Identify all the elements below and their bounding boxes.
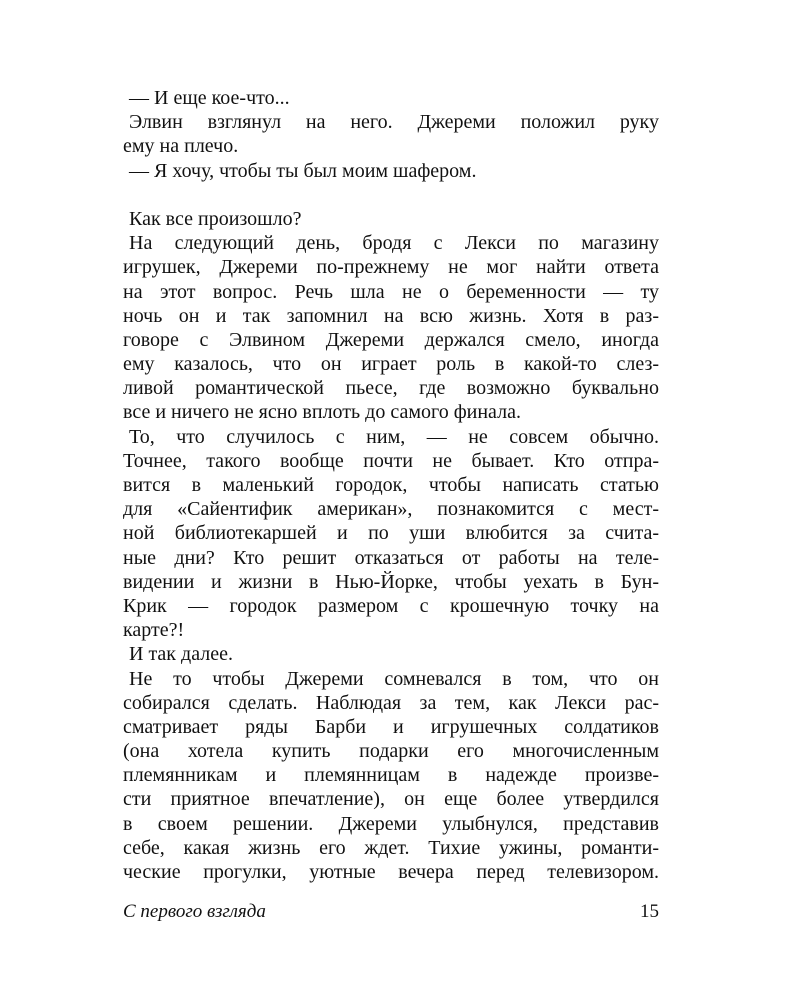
text-line: ему на плечо. — [123, 135, 239, 158]
text-line: Точнее, такого вообще почти не бывает. Кто отпра- — [123, 449, 659, 472]
text-line: игрушек, Джереми по-прежнему не мог найти ответа — [123, 256, 659, 279]
text-line: Не то чтобы Джереми сомневался в том, что он — [129, 667, 659, 690]
text-line: — Я хочу, чтобы ты был моим шафером. — [129, 159, 477, 182]
page-number: 15 — [640, 901, 659, 922]
running-title: С первого взгляда — [123, 901, 266, 922]
text-line: говоре с Элвином Джереми держался смело, иногда — [123, 328, 659, 351]
text-line: ческие прогулки, уютные вечера перед телевизором. — [123, 861, 659, 883]
text-line: ные дни? Кто решит отказаться от работы на теле- — [123, 546, 659, 569]
text-line: (она хотела купить подарки его многочисленным — [123, 740, 659, 763]
text-line: сти приятное впечатление), он еще более утвердился — [123, 788, 659, 811]
text-line: На следующий день, бродя с Лекси по магазину — [129, 232, 659, 255]
text-line: ливой романтической пьесе, где возможно буквально — [123, 377, 659, 400]
text-line: вится в маленький городок, чтобы написать статью — [123, 474, 659, 496]
text-line: сматривает ряды Барби и игрушечных солдатиков — [123, 715, 659, 738]
text-line: И так далее. — [129, 643, 233, 666]
text-line: видении и жизни в Нью-Йорке, чтобы уехать в Бун- — [123, 570, 659, 593]
text-line: все и ничего не ясно вплоть до самого финала. — [123, 401, 521, 424]
text-line: на этот вопрос. Речь шла не о беременности — ту — [123, 280, 659, 303]
section-break — [123, 183, 659, 207]
text-line: Как все произошло? — [129, 207, 302, 230]
text-line: для «Сайентифик американ», познакомится с мест- — [123, 498, 659, 521]
text-line: ему казалось, что он играет роль в какой-то слез- — [123, 353, 659, 376]
body-text — [123, 86, 659, 884]
text-line: карте?! — [123, 619, 185, 642]
text-line: То, что случилось с ним, — не совсем обычно. — [129, 425, 659, 448]
text-line: собирался сделать. Наблюдая за тем, как Лекси рас- — [123, 691, 659, 714]
text-line: племянникам и племянницам в надежде произве- — [123, 764, 659, 787]
text-line: Элвин взглянул на него. Джереми положил руку — [129, 111, 659, 134]
text-line: — И еще кое-что... — [129, 87, 290, 109]
text-line: ночь он и так запомнил на всю жизнь. Хотя в раз- — [123, 304, 659, 327]
text-line: в своем решении. Джереми улыбнулся, представив — [123, 812, 659, 835]
text-line: Крик — городок размером с крошечную точку на — [123, 594, 659, 617]
text-line: себе, какая жизнь его ждет. Тихие ужины, романти- — [123, 836, 659, 859]
text-line: ной библиотекаршей и по уши влюбится за счита- — [123, 522, 659, 545]
